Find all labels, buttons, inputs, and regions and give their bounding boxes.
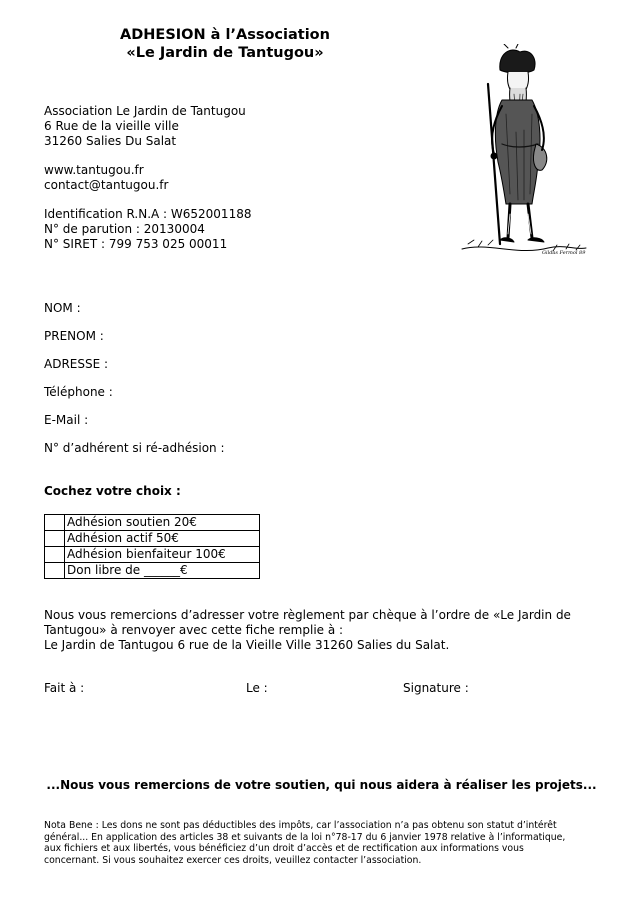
field-adherent-number[interactable]: N° d’adhérent si ré-adhésion : [44,441,225,455]
association-city: 31260 Salies Du Salat [44,134,177,148]
payment-instructions [44,608,604,653]
choice-table [44,514,260,579]
choice-label: Don libre de ______€ [65,563,260,579]
choice-label: Adhésion soutien 20€ [65,515,260,531]
member-form [44,301,225,469]
association-name: Association Le Jardin de Tantugou [44,104,246,118]
title-line-2: «Le Jardin de Tantugou» [126,45,324,61]
field-email[interactable]: E-Mail : [44,413,89,427]
thanks-message: ...Nous vous remercions de votre soutien, qui nous aidera à réaliser les projets... [46,778,597,792]
nota-bene-line-3: aux fichiers et aux libertés, vous bénéficiez d’un droit d’accès et de rectification aux informations vous [44,843,524,854]
association-parution: N° de parution : 20130004 [44,222,205,236]
field-nom[interactable]: NOM : [44,301,81,315]
choice-checkbox[interactable] [45,547,65,563]
choice-checkbox[interactable] [45,515,65,531]
choice-row [45,515,260,531]
pilgrim-illustration [458,44,588,259]
field-telephone[interactable]: Téléphone : [44,385,113,399]
choice-label: Adhésion bienfaiteur 100€ [65,547,260,563]
payment-line-2: Tantugou» à renvoyer avec cette fiche remplie à : [44,623,344,637]
choice-row [45,563,260,579]
association-rna: Identification R.N.A : W652001188 [44,207,252,221]
field-adresse[interactable]: ADRESSE : [44,357,109,371]
choice-title: Cochez votre choix : [44,484,181,498]
association-email: contact@tantugou.fr [44,178,169,192]
association-street: 6 Rue de la vieille ville [44,119,179,133]
field-prenom[interactable]: PRENOM : [44,329,104,343]
payment-line-3: Le Jardin de Tantugou 6 rue de la Vieille Ville 31260 Salies du Salat. [44,638,450,652]
choice-row [45,547,260,563]
choice-row [45,531,260,547]
title-line-1: ADHESION à l’Association [120,27,330,43]
nota-bene [44,820,604,866]
choice-checkbox[interactable] [45,563,65,579]
nota-bene-line-2: général... En application des articles 38 et suivants de la loi n°78-17 du 6 janvier 1978 relative à l’informatique, [44,831,566,843]
fait-a-label[interactable]: Fait à : [44,681,85,695]
choice-checkbox[interactable] [45,531,65,547]
nota-bene-line-4: concernant. Si vous souhaitez exercer ces droits, veuillez contacter l’association. [44,854,422,866]
illustration-signature: Gildas Fermol 89 [542,250,586,256]
signature-label[interactable]: Signature : [403,681,469,695]
choice-label: Adhésion actif 50€ [65,531,260,547]
nota-bene-line-1: Nota Bene : Les dons ne sont pas déductibles des impôts, car l’association n’a pas obtenu son statut d’intérêt [44,820,557,831]
document-title [95,26,355,62]
association-website: www.tantugou.fr [44,163,144,177]
date-label[interactable]: Le : [246,681,268,695]
payment-line-1: Nous vous remercions d’adresser votre règlement par chèque à l’ordre de «Le Jardin de [44,608,571,622]
association-siret: N° SIRET : 799 753 025 00011 [44,237,228,251]
association-info [44,104,251,252]
